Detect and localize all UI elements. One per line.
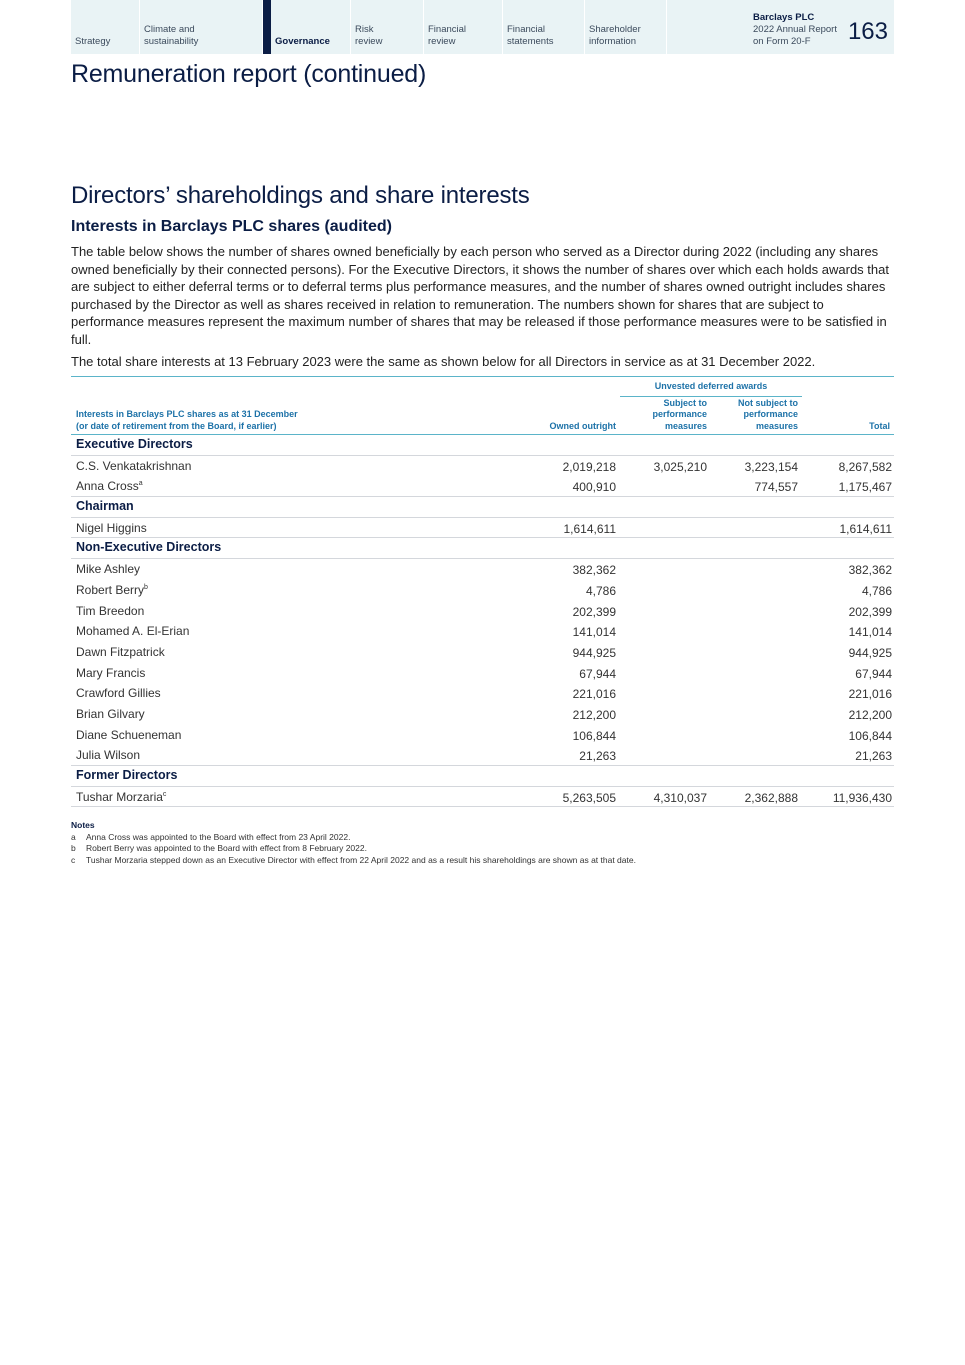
director-name: Anna Cross$^a$ <box>76 479 143 494</box>
total-value: 382,362 <box>848 563 892 578</box>
section-title: Directors’ shareholdings and share interests <box>71 182 530 209</box>
not-subject-to-performance-value: 774,557 <box>754 480 798 495</box>
total-value: 212,200 <box>848 707 892 722</box>
footnote-marker: a <box>138 480 143 488</box>
owned-outright-value: 4,786 <box>585 583 616 598</box>
owned-outright-value: 382,362 <box>572 563 616 578</box>
shareholdings-table <box>71 376 894 807</box>
table-row <box>71 621 894 642</box>
header-subject-to-performance: Subject to performance measures <box>652 397 707 431</box>
table-row <box>71 683 894 704</box>
owned-outright-value: 21,263 <box>579 749 616 764</box>
tab-financial-statements[interactable]: Financial statements <box>503 0 585 54</box>
table-section-header <box>71 497 894 518</box>
header-total: Total <box>869 420 890 431</box>
total-value: 106,844 <box>848 728 892 743</box>
section-label: Chairman <box>76 499 134 514</box>
table-row <box>71 518 894 539</box>
total-value: 1,614,611 <box>839 521 892 536</box>
total-value: 11,936,430 <box>832 790 892 805</box>
table-row <box>71 580 894 601</box>
tab-strategy[interactable]: Strategy <box>71 0 140 54</box>
table-row <box>71 456 894 477</box>
subsection-title: Interests in Barclays PLC shares (audited) <box>71 218 392 235</box>
footnote-marker: b <box>144 583 148 591</box>
director-name: Brian Gilvary <box>76 706 145 721</box>
director-name: Diane Schueneman <box>76 727 182 742</box>
table-header <box>71 377 894 435</box>
table-section-header <box>71 538 894 559</box>
director-name: Nigel Higgins <box>76 520 147 535</box>
director-name: C.S. Venkatakrishnan <box>76 458 192 473</box>
share-interest-date-paragraph: The total share interests at 13 February 2023 were the same as shown below for all Directors in service as at 31 December 2022. <box>71 354 816 369</box>
total-value: 4,786 <box>861 583 892 598</box>
header-owned-outright: Owned outright <box>549 420 616 431</box>
table-row <box>71 642 894 663</box>
total-value: 67,944 <box>855 666 892 681</box>
not-subject-to-performance-value: 3,223,154 <box>744 459 798 474</box>
report-name: 2022 Annual Report <box>753 24 837 35</box>
table-section-header <box>71 766 894 787</box>
owned-outright-value: 67,944 <box>579 666 616 681</box>
table-body <box>71 435 894 807</box>
table-row <box>71 663 894 684</box>
director-name: Robert Berry$^b$ <box>76 582 148 597</box>
subject-to-performance-value: 4,310,037 <box>653 790 707 805</box>
owned-outright-value: 400,910 <box>572 480 616 495</box>
tab-financial-review[interactable]: Financial review <box>424 0 503 54</box>
director-name: Mohamed A. El-Erian <box>76 624 190 639</box>
director-name: Tushar Morzaria$^c$ <box>76 789 167 804</box>
director-name: Mary Francis <box>76 665 146 680</box>
owned-outright-value: 141,014 <box>572 625 616 640</box>
table-row <box>71 704 894 725</box>
report-info <box>667 0 894 54</box>
owned-outright-value: 221,016 <box>572 687 616 702</box>
total-value: 21,263 <box>855 749 892 764</box>
top-navigation <box>71 0 894 54</box>
report-form: on Form 20-F <box>753 36 811 47</box>
total-value: 221,016 <box>848 687 892 702</box>
notes-title: Notes <box>71 820 95 830</box>
owned-outright-value: 944,925 <box>572 645 616 660</box>
total-value: 944,925 <box>848 645 892 660</box>
director-name: Dawn Fitzpatrick <box>76 644 165 659</box>
owned-outright-value: 1,614,611 <box>563 521 616 536</box>
not-subject-to-performance-value: 2,362,888 <box>744 790 798 805</box>
table-row <box>71 745 894 766</box>
owned-outright-value: 212,200 <box>572 707 616 722</box>
owned-outright-value: 2,019,218 <box>562 459 616 474</box>
owned-outright-value: 5,263,505 <box>562 790 616 805</box>
section-label: Executive Directors <box>76 437 193 451</box>
table-row <box>71 787 894 808</box>
table-section-header <box>71 435 894 456</box>
section-label: Non-Executive Directors <box>76 540 222 555</box>
note-c: c Tushar Morzaria stepped down as an Executive Director with effect from 22 April 2022 and as a result his shareholdings are shown as at that date. <box>71 854 636 865</box>
unvested-deferred-awards-header: Unvested deferred awards <box>620 381 802 397</box>
intro-paragraph: The table below shows the number of shares owned beneficially by each person who served as a Director during 2022 (including any shares owned beneficially by their connected persons). For the Executive Directors, it shows the number of shares over which each holds awards that are subject to either deferral terms or to deferral terms plus performance measures, and the number of shares owned outright includes shares purchased by the Director as well as shares received in relation to remuneration. The numbers shown for shares that are subject to performance measures represent the maximum number of shares that may be released if those performance measures were to be satisfied in full. <box>71 244 889 347</box>
tab-governance[interactable]: Governance <box>263 0 351 54</box>
director-name: Mike Ashley <box>76 562 141 577</box>
company-name: Barclays PLC <box>753 12 815 23</box>
table-row <box>71 476 894 497</box>
page-title: Remuneration report (continued) <box>71 60 427 88</box>
director-name: Crawford Gillies <box>76 686 161 701</box>
total-value: 202,399 <box>848 604 892 619</box>
total-value: 141,014 <box>848 625 892 640</box>
owned-outright-value: 202,399 <box>572 604 616 619</box>
tab-shareholder-information[interactable]: Shareholder information <box>585 0 667 54</box>
owned-outright-value: 106,844 <box>572 728 616 743</box>
tab-climate-and-sustainability[interactable]: Climate and sustainability <box>140 0 263 54</box>
header-interests: Interests in Barclays PLC shares as at 31 December (or date of retirement from the Board, if earlier) <box>76 409 298 431</box>
section-label: Former Directors <box>76 768 178 782</box>
table-row <box>71 559 894 580</box>
director-name: Tim Breedon <box>76 603 145 618</box>
report-title-block <box>753 12 837 48</box>
total-value: 8,267,582 <box>838 459 892 474</box>
table-row <box>71 725 894 746</box>
director-name: Julia Wilson <box>76 748 141 763</box>
total-value: 1,175,467 <box>838 480 892 495</box>
subject-to-performance-value: 3,025,210 <box>653 459 707 474</box>
table-row <box>71 601 894 622</box>
header-not-subject-to-performance: Not subject to performance measures <box>738 397 798 431</box>
tab-risk-review[interactable]: Risk review <box>351 0 424 54</box>
note-a: a Anna Cross was appointed to the Board with effect from 23 April 2022. <box>71 831 351 842</box>
notes <box>71 820 636 866</box>
note-b: b Robert Berry was appointed to the Board with effect from 8 February 2022. <box>71 843 367 853</box>
footnote-marker: c <box>162 790 167 798</box>
page-number: 163 <box>847 18 888 45</box>
